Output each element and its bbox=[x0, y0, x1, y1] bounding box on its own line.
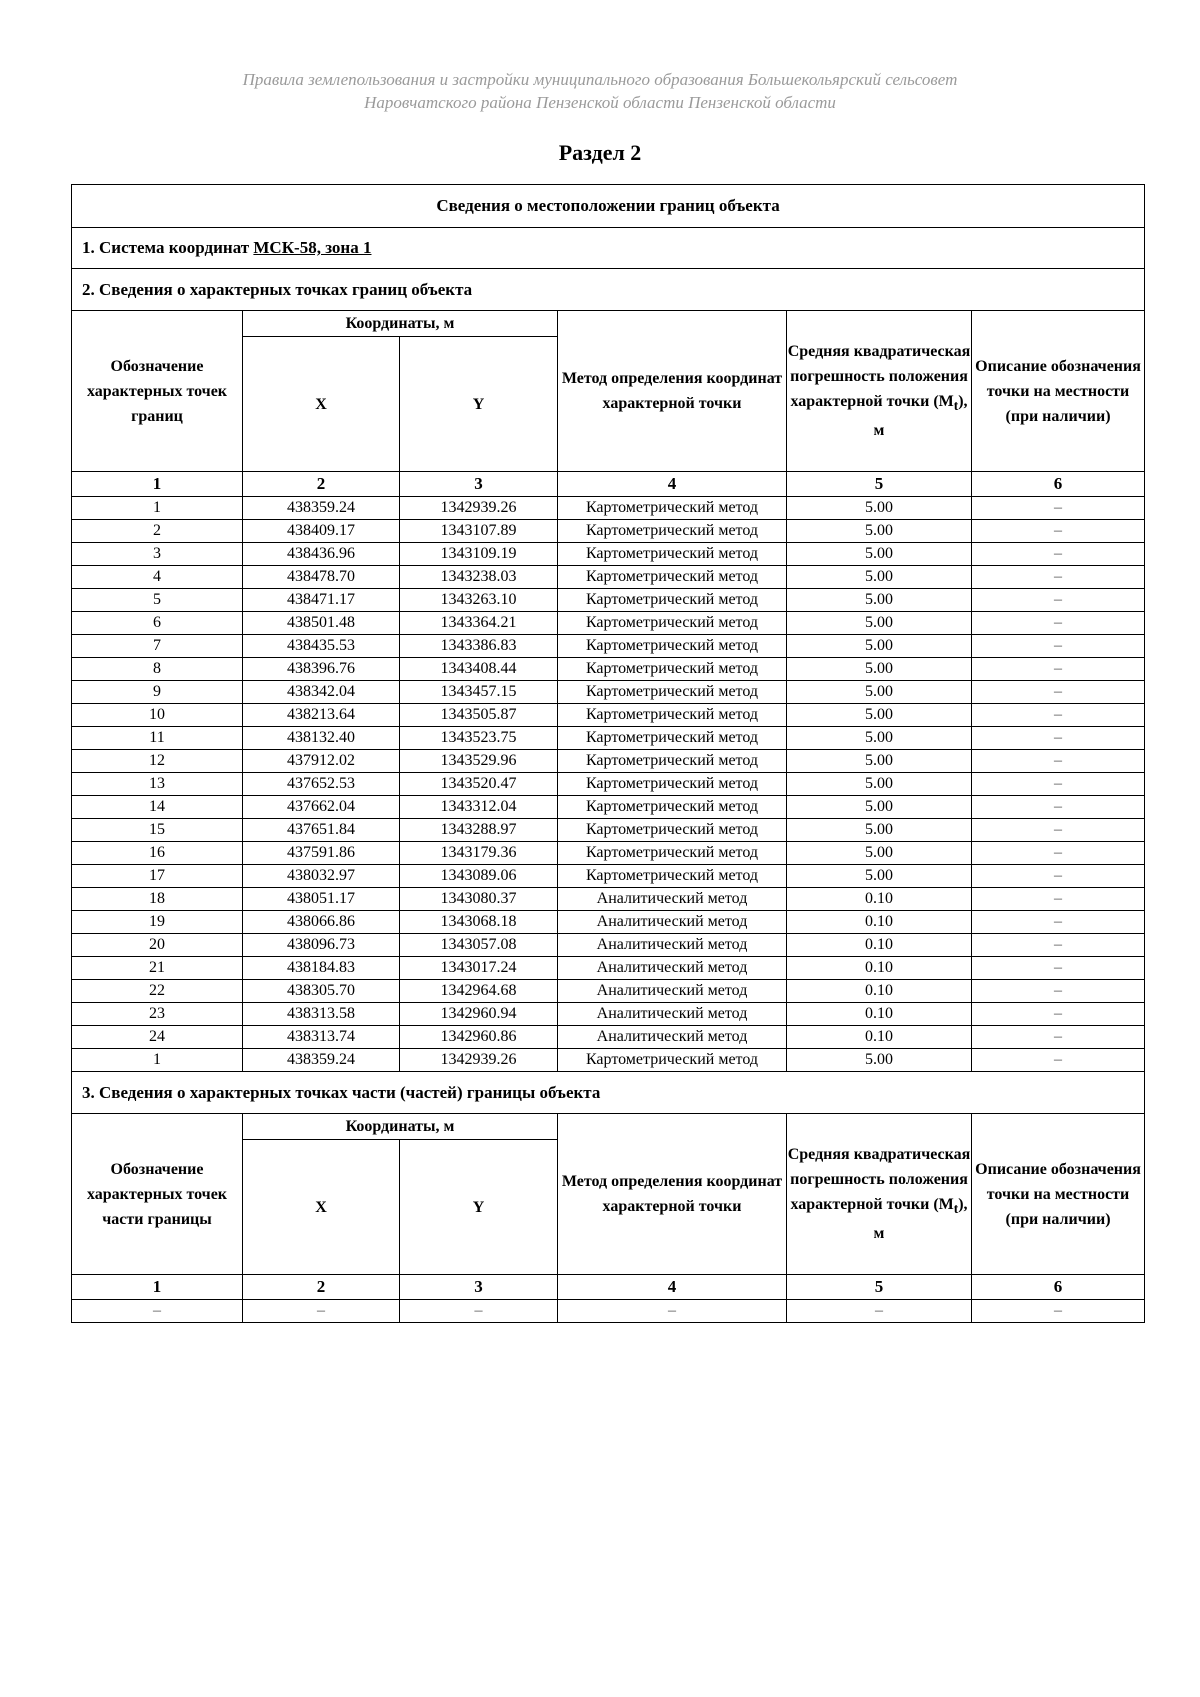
section-title: Раздел 2 bbox=[558, 140, 642, 165]
y-cell: 1343057.08 bbox=[400, 934, 558, 957]
x-cell: 438032.97 bbox=[243, 865, 400, 888]
method-cell: Картометрический метод bbox=[558, 704, 787, 727]
x-cell: 438359.24 bbox=[243, 1049, 400, 1072]
method-cell: Картометрический метод bbox=[558, 497, 787, 520]
table-row bbox=[72, 911, 1145, 934]
description-cell: – bbox=[972, 980, 1145, 1003]
description-cell: – bbox=[972, 497, 1145, 520]
table-row bbox=[72, 635, 1145, 658]
x-cell: 437651.84 bbox=[243, 819, 400, 842]
description-cell: – bbox=[972, 727, 1145, 750]
x-cell: 437662.04 bbox=[243, 796, 400, 819]
x-cell: 438213.64 bbox=[243, 704, 400, 727]
point-number-cell: 20 bbox=[72, 934, 243, 957]
y-cell: 1343386.83 bbox=[400, 635, 558, 658]
method-cell: Картометрический метод bbox=[558, 589, 787, 612]
error-cell: 5.00 bbox=[787, 635, 972, 658]
description-cell: – bbox=[972, 589, 1145, 612]
x-cell: 438313.74 bbox=[243, 1026, 400, 1049]
table-row bbox=[72, 1026, 1145, 1049]
header-point-name: Обозначение характерных точек границ bbox=[72, 311, 243, 472]
header-y: Y bbox=[400, 1140, 558, 1275]
y-cell: 1343312.04 bbox=[400, 796, 558, 819]
table-row bbox=[72, 727, 1145, 750]
point-number-cell: 3 bbox=[72, 543, 243, 566]
col-number: 6 bbox=[972, 1275, 1145, 1300]
point-number-cell: 16 bbox=[72, 842, 243, 865]
coord-system-value: МСК-58, зона 1 bbox=[253, 238, 372, 257]
col-number: 2 bbox=[243, 472, 400, 497]
description-cell: – bbox=[972, 566, 1145, 589]
header-method: Метод определения координат характерной точки bbox=[558, 1114, 787, 1275]
x-cell: 438435.53 bbox=[243, 635, 400, 658]
table-row bbox=[72, 589, 1145, 612]
x-cell: 438436.96 bbox=[243, 543, 400, 566]
method-cell: Картометрический метод bbox=[558, 727, 787, 750]
col-number: 4 bbox=[558, 472, 787, 497]
method-cell: Картометрический метод bbox=[558, 865, 787, 888]
method-cell: Аналитический метод bbox=[558, 934, 787, 957]
error-cell: 5.00 bbox=[787, 566, 972, 589]
col-number: 1 bbox=[72, 1275, 243, 1300]
point-number-cell: 23 bbox=[72, 1003, 243, 1026]
error-cell: 0.10 bbox=[787, 980, 972, 1003]
method-cell: Аналитический метод bbox=[558, 1003, 787, 1026]
y-cell: 1343107.89 bbox=[400, 520, 558, 543]
table-row bbox=[72, 612, 1145, 635]
y-cell: 1343523.75 bbox=[400, 727, 558, 750]
method-cell: Картометрический метод bbox=[558, 842, 787, 865]
error-cell: 5.00 bbox=[787, 773, 972, 796]
x-cell: 438359.24 bbox=[243, 497, 400, 520]
point-number-cell: 12 bbox=[72, 750, 243, 773]
error-cell: 5.00 bbox=[787, 497, 972, 520]
point-number-cell: 22 bbox=[72, 980, 243, 1003]
header-x: X bbox=[243, 1140, 400, 1275]
table-row bbox=[72, 566, 1145, 589]
y-cell: 1342964.68 bbox=[400, 980, 558, 1003]
y-cell: 1343457.15 bbox=[400, 681, 558, 704]
x-cell: 438184.83 bbox=[243, 957, 400, 980]
method-cell: Картометрический метод bbox=[558, 635, 787, 658]
y-cell: 1342960.86 bbox=[400, 1026, 558, 1049]
y-cell: 1343109.19 bbox=[400, 543, 558, 566]
point-number-cell: 10 bbox=[72, 704, 243, 727]
x-cell: 438051.17 bbox=[243, 888, 400, 911]
error-cell: 5.00 bbox=[787, 1049, 972, 1072]
point-number-cell: 17 bbox=[72, 865, 243, 888]
coord-system-label: 1. Система координат bbox=[82, 238, 254, 257]
description-cell: – bbox=[972, 1049, 1145, 1072]
boundary-table bbox=[71, 184, 1145, 1323]
method-cell: Картометрический метод bbox=[558, 612, 787, 635]
header-coords: Координаты, м bbox=[243, 311, 558, 337]
point-number-cell: 7 bbox=[72, 635, 243, 658]
point-number-cell: 1 bbox=[72, 497, 243, 520]
table-row bbox=[72, 750, 1145, 773]
x-cell: 438471.17 bbox=[243, 589, 400, 612]
header-description: Описание обозначения точки на местности (при наличии) bbox=[972, 1114, 1145, 1275]
table-row bbox=[72, 819, 1145, 842]
col-number: 5 bbox=[787, 472, 972, 497]
y-cell: 1343529.96 bbox=[400, 750, 558, 773]
table-row bbox=[72, 842, 1145, 865]
method-cell: Картометрический метод bbox=[558, 773, 787, 796]
y-cell: 1343364.21 bbox=[400, 612, 558, 635]
coord-system-row bbox=[72, 228, 1145, 269]
x-cell: 437652.53 bbox=[243, 773, 400, 796]
description-cell: – bbox=[972, 520, 1145, 543]
x-cell: 438132.40 bbox=[243, 727, 400, 750]
col-number: 5 bbox=[787, 1275, 972, 1300]
part-cell: – bbox=[72, 1300, 243, 1323]
y-cell: 1343505.87 bbox=[400, 704, 558, 727]
part-cell: – bbox=[787, 1300, 972, 1323]
description-cell: – bbox=[972, 612, 1145, 635]
header-point-name-part: Обозначение характерных точек части границы bbox=[72, 1114, 243, 1275]
header-description: Описание обозначения точки на местности (при наличии) bbox=[972, 311, 1145, 472]
header-error-tail: ), м bbox=[873, 1195, 968, 1243]
description-cell: – bbox=[972, 635, 1145, 658]
description-cell: – bbox=[972, 658, 1145, 681]
header-error-sub: t bbox=[953, 398, 959, 414]
point-number-cell: 6 bbox=[72, 612, 243, 635]
error-cell: 5.00 bbox=[787, 658, 972, 681]
part-cell: – bbox=[972, 1300, 1145, 1323]
error-cell: 0.10 bbox=[787, 1003, 972, 1026]
method-cell: Картометрический метод bbox=[558, 520, 787, 543]
y-cell: 1343408.44 bbox=[400, 658, 558, 681]
method-cell: Аналитический метод bbox=[558, 957, 787, 980]
y-cell: 1343520.47 bbox=[400, 773, 558, 796]
error-cell: 5.00 bbox=[787, 750, 972, 773]
method-cell: Картометрический метод bbox=[558, 796, 787, 819]
point-number-cell: 13 bbox=[72, 773, 243, 796]
x-cell: 438501.48 bbox=[243, 612, 400, 635]
col-number: 4 bbox=[558, 1275, 787, 1300]
error-cell: 0.10 bbox=[787, 888, 972, 911]
table-row bbox=[72, 888, 1145, 911]
error-cell: 0.10 bbox=[787, 957, 972, 980]
header-method: Метод определения координат характерной точки bbox=[558, 311, 787, 472]
table-row bbox=[72, 865, 1145, 888]
point-number-cell: 1 bbox=[72, 1049, 243, 1072]
error-cell: 0.10 bbox=[787, 934, 972, 957]
part-cell: – bbox=[243, 1300, 400, 1323]
error-cell: 5.00 bbox=[787, 842, 972, 865]
column-numbers-row bbox=[72, 1275, 1145, 1300]
method-cell: Аналитический метод bbox=[558, 888, 787, 911]
part-empty-row bbox=[72, 1300, 1145, 1323]
point-number-cell: 11 bbox=[72, 727, 243, 750]
error-cell: 5.00 bbox=[787, 589, 972, 612]
description-cell: – bbox=[972, 1026, 1145, 1049]
header-error bbox=[787, 311, 972, 472]
table-row bbox=[72, 1003, 1145, 1026]
method-cell: Картометрический метод bbox=[558, 1049, 787, 1072]
description-cell: – bbox=[972, 911, 1145, 934]
table-row bbox=[72, 796, 1145, 819]
y-cell: 1343179.36 bbox=[400, 842, 558, 865]
table-row bbox=[72, 934, 1145, 957]
description-cell: – bbox=[972, 543, 1145, 566]
y-cell: 1343238.03 bbox=[400, 566, 558, 589]
y-cell: 1343017.24 bbox=[400, 957, 558, 980]
col-number: 1 bbox=[72, 472, 243, 497]
part-cell: – bbox=[558, 1300, 787, 1323]
description-cell: – bbox=[972, 957, 1145, 980]
table-row bbox=[72, 497, 1145, 520]
x-cell: 438396.76 bbox=[243, 658, 400, 681]
description-cell: – bbox=[972, 796, 1145, 819]
method-cell: Картометрический метод bbox=[558, 566, 787, 589]
y-cell: 1343068.18 bbox=[400, 911, 558, 934]
table-row bbox=[72, 980, 1145, 1003]
description-cell: – bbox=[972, 934, 1145, 957]
table-row bbox=[72, 957, 1145, 980]
parts-section-label: 3. Сведения о характерных точках части (частей) границы объекта bbox=[72, 1072, 1145, 1114]
point-number-cell: 8 bbox=[72, 658, 243, 681]
error-cell: 5.00 bbox=[787, 865, 972, 888]
header-x: X bbox=[243, 337, 400, 472]
table-row bbox=[72, 520, 1145, 543]
method-cell: Картометрический метод bbox=[558, 543, 787, 566]
description-cell: – bbox=[972, 750, 1145, 773]
col-number: 3 bbox=[400, 1275, 558, 1300]
description-cell: – bbox=[972, 1003, 1145, 1026]
point-number-cell: 9 bbox=[72, 681, 243, 704]
col-number: 6 bbox=[972, 472, 1145, 497]
error-cell: 5.00 bbox=[787, 819, 972, 842]
table-row bbox=[72, 543, 1145, 566]
x-cell: 438305.70 bbox=[243, 980, 400, 1003]
error-cell: 5.00 bbox=[787, 520, 972, 543]
point-number-cell: 24 bbox=[72, 1026, 243, 1049]
point-number-cell: 4 bbox=[72, 566, 243, 589]
error-cell: 0.10 bbox=[787, 1026, 972, 1049]
y-cell: 1342939.26 bbox=[400, 1049, 558, 1072]
method-cell: Картометрический метод bbox=[558, 819, 787, 842]
part-cell: – bbox=[400, 1300, 558, 1323]
col-number: 3 bbox=[400, 472, 558, 497]
col-number: 2 bbox=[243, 1275, 400, 1300]
header-error-main: Средняя квадратическая погрешность положения характерной точки (M bbox=[787, 342, 971, 410]
description-cell: – bbox=[972, 819, 1145, 842]
point-number-cell: 5 bbox=[72, 589, 243, 612]
method-cell: Картометрический метод bbox=[558, 750, 787, 773]
description-cell: – bbox=[972, 888, 1145, 911]
points-section-label: 2. Сведения о характерных точках границ объекта bbox=[72, 269, 1145, 311]
point-number-cell: 21 bbox=[72, 957, 243, 980]
x-cell: 437591.86 bbox=[243, 842, 400, 865]
table-row bbox=[72, 773, 1145, 796]
table-row bbox=[72, 658, 1145, 681]
table-title: Сведения о местоположении границ объекта bbox=[72, 185, 1145, 228]
y-cell: 1342960.94 bbox=[400, 1003, 558, 1026]
point-number-cell: 2 bbox=[72, 520, 243, 543]
y-cell: 1343080.37 bbox=[400, 888, 558, 911]
error-cell: 5.00 bbox=[787, 704, 972, 727]
y-cell: 1343288.97 bbox=[400, 819, 558, 842]
error-cell: 5.00 bbox=[787, 612, 972, 635]
method-cell: Аналитический метод bbox=[558, 980, 787, 1003]
x-cell: 437912.02 bbox=[243, 750, 400, 773]
point-number-cell: 18 bbox=[72, 888, 243, 911]
point-number-cell: 15 bbox=[72, 819, 243, 842]
description-cell: – bbox=[972, 681, 1145, 704]
method-cell: Аналитический метод bbox=[558, 1026, 787, 1049]
point-number-cell: 19 bbox=[72, 911, 243, 934]
x-cell: 438478.70 bbox=[243, 566, 400, 589]
description-cell: – bbox=[972, 773, 1145, 796]
point-number-cell: 14 bbox=[72, 796, 243, 819]
x-cell: 438066.86 bbox=[243, 911, 400, 934]
method-cell: Картометрический метод bbox=[558, 658, 787, 681]
x-cell: 438313.58 bbox=[243, 1003, 400, 1026]
description-cell: – bbox=[972, 865, 1145, 888]
error-cell: 5.00 bbox=[787, 727, 972, 750]
method-cell: Аналитический метод bbox=[558, 911, 787, 934]
header-error-main: Средняя квадратическая погрешность положения характерной точки (M bbox=[787, 1145, 971, 1213]
y-cell: 1342939.26 bbox=[400, 497, 558, 520]
method-cell: Картометрический метод bbox=[558, 681, 787, 704]
header-line-2: Наровчатского района Пензенской области Пензенской области bbox=[364, 93, 836, 112]
table-row bbox=[72, 681, 1145, 704]
x-cell: 438409.17 bbox=[243, 520, 400, 543]
header-error-sub: t bbox=[953, 1201, 959, 1217]
header-error bbox=[787, 1114, 972, 1275]
description-cell: – bbox=[972, 842, 1145, 865]
y-cell: 1343263.10 bbox=[400, 589, 558, 612]
table-row bbox=[72, 1049, 1145, 1072]
error-cell: 5.00 bbox=[787, 681, 972, 704]
header-line-1: Правила землепользования и застройки муниципального образования Большекольярский сельсовет bbox=[242, 70, 958, 89]
y-cell: 1343089.06 bbox=[400, 865, 558, 888]
header-error-tail: ), м bbox=[873, 392, 968, 440]
x-cell: 438096.73 bbox=[243, 934, 400, 957]
page-header bbox=[0, 68, 1200, 114]
table-row bbox=[72, 704, 1145, 727]
error-cell: 5.00 bbox=[787, 543, 972, 566]
x-cell: 438342.04 bbox=[243, 681, 400, 704]
error-cell: 0.10 bbox=[787, 911, 972, 934]
description-cell: – bbox=[972, 704, 1145, 727]
column-numbers-row bbox=[72, 472, 1145, 497]
error-cell: 5.00 bbox=[787, 796, 972, 819]
header-y: Y bbox=[400, 337, 558, 472]
header-coords: Координаты, м bbox=[243, 1114, 558, 1140]
